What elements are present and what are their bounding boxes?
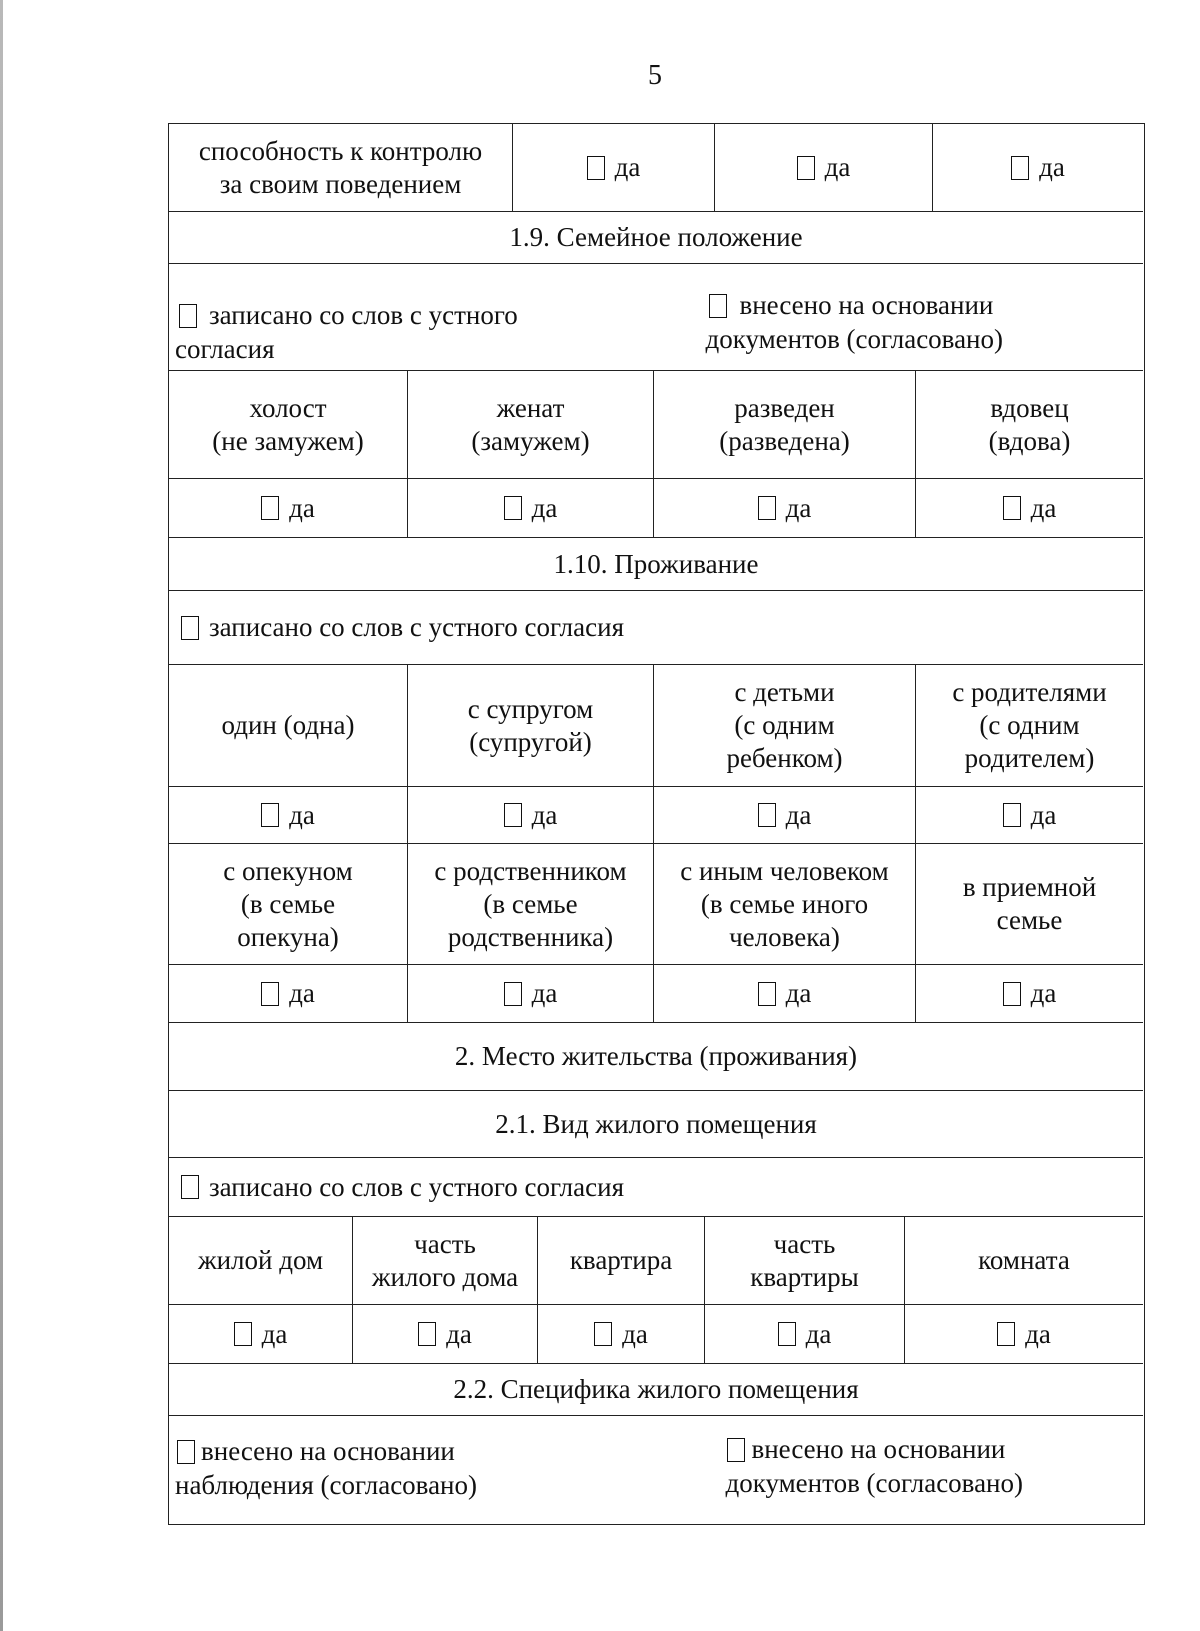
- dwelling-yes-row: [169, 1304, 1143, 1363]
- checkbox-icon[interactable]: [504, 496, 522, 520]
- marital-basis-row: [169, 263, 1143, 370]
- behavior-control-yes-2[interactable]: да: [714, 124, 932, 211]
- with-spouse-yes[interactable]: да: [407, 787, 653, 843]
- section-title-dwelling-specifics: 2.2. Специфика жилого помещения: [169, 1363, 1143, 1415]
- residence-basis-oral[interactable]: записано со слов с устного согласия: [169, 591, 1143, 664]
- behavior-control-label: способность к контролю за своим поведением: [198, 135, 483, 199]
- option-with-children: с детьми (с одним ребенком): [653, 665, 915, 786]
- option-house: жилой дом: [197, 1245, 324, 1275]
- basis-observation[interactable]: внесено на основании наблюдения (согласовано): [175, 1436, 477, 1500]
- checkbox-icon[interactable]: [1011, 156, 1029, 180]
- apartment-yes[interactable]: да: [537, 1305, 704, 1363]
- assessment-form-table: [168, 123, 1145, 1525]
- section-title-residence: 1.10. Проживание: [169, 537, 1143, 590]
- residence-basis-row: [169, 590, 1143, 664]
- marital-yes-row: [169, 478, 1143, 537]
- option-married: женат (замужем): [407, 371, 653, 478]
- option-apartment: квартира: [537, 1217, 704, 1304]
- basis-documents[interactable]: внесено на основании документов (согласовано): [705, 290, 1003, 354]
- checkbox-icon[interactable]: [1003, 803, 1021, 827]
- option-with-relative: с родственником (в семье родственника): [407, 844, 653, 964]
- checkbox-icon[interactable]: [261, 803, 279, 827]
- residence-yes-row-a: [169, 786, 1143, 843]
- checkbox-icon[interactable]: [997, 1322, 1015, 1346]
- residence-options-row-a: [169, 664, 1143, 786]
- option-with-guardian: с опекуном (в семье опекуна): [223, 855, 353, 952]
- with-other-person-yes[interactable]: да: [653, 965, 915, 1022]
- checkbox-icon[interactable]: [177, 1440, 195, 1464]
- with-relative-yes[interactable]: да: [407, 965, 653, 1022]
- checkbox-icon[interactable]: [797, 156, 815, 180]
- option-with-other-person: с иным человеком (в семье иного человека): [653, 844, 915, 964]
- part-of-apartment-yes[interactable]: да: [704, 1305, 904, 1363]
- checkbox-icon[interactable]: [261, 496, 279, 520]
- section-title-place-of-residence: 2. Место жительства (проживания): [169, 1022, 1143, 1090]
- behavior-control-yes-3[interactable]: да: [932, 124, 1143, 211]
- checkbox-icon[interactable]: [504, 803, 522, 827]
- option-single: холост (не замужем): [212, 392, 364, 456]
- room-yes[interactable]: да: [904, 1305, 1143, 1363]
- married-yes[interactable]: да: [407, 479, 653, 537]
- dwelling-specifics-basis-row: [169, 1415, 1143, 1524]
- divorced-yes[interactable]: да: [653, 479, 915, 537]
- widowed-yes[interactable]: да: [915, 479, 1143, 537]
- marital-options-row: [169, 370, 1143, 478]
- checkbox-icon[interactable]: [261, 982, 279, 1006]
- section-title-dwelling-type: 2.1. Вид жилого помещения: [169, 1090, 1143, 1157]
- option-room: комната: [904, 1217, 1143, 1304]
- section-title-marital-status: 1.9. Семейное положение: [169, 211, 1143, 263]
- option-foster-family: в приемной семье: [915, 844, 1143, 964]
- option-alone: один (одна): [221, 710, 355, 740]
- with-children-yes[interactable]: да: [653, 787, 915, 843]
- option-part-of-house: часть жилого дома: [352, 1217, 537, 1304]
- alone-yes[interactable]: да: [169, 787, 407, 843]
- option-divorced: разведен (разведена): [653, 371, 915, 478]
- checkbox-icon[interactable]: [504, 982, 522, 1006]
- dwelling-options-row: [169, 1216, 1143, 1304]
- option-part-of-apartment: часть квартиры: [704, 1217, 904, 1304]
- checkbox-icon[interactable]: [1003, 496, 1021, 520]
- foster-family-yes[interactable]: да: [915, 965, 1143, 1022]
- checkbox-icon[interactable]: [709, 294, 727, 318]
- option-with-parents: с родителями (с одним родителем): [915, 665, 1143, 786]
- dwelling-basis-row: [169, 1157, 1143, 1216]
- single-yes[interactable]: да: [169, 479, 407, 537]
- behavior-control-yes-1[interactable]: да: [512, 124, 714, 211]
- option-with-spouse: с супругом (супругой): [407, 665, 653, 786]
- checkbox-icon[interactable]: [179, 304, 197, 328]
- checkbox-icon[interactable]: [778, 1322, 796, 1346]
- checkbox-icon[interactable]: [181, 1175, 199, 1199]
- page-number: 5: [648, 60, 662, 91]
- residence-options-row-b: [169, 843, 1143, 964]
- checkbox-icon[interactable]: [727, 1438, 745, 1462]
- basis-documents-specifics[interactable]: внесено на основании документов (согласовано): [725, 1434, 1023, 1498]
- checkbox-icon[interactable]: [758, 803, 776, 827]
- checkbox-icon[interactable]: [758, 496, 776, 520]
- residence-yes-row-b: [169, 964, 1143, 1022]
- checkbox-icon[interactable]: [1003, 982, 1021, 1006]
- checkbox-icon[interactable]: [758, 982, 776, 1006]
- part-of-house-yes[interactable]: да: [352, 1305, 537, 1363]
- with-parents-yes[interactable]: да: [915, 787, 1143, 843]
- checkbox-icon[interactable]: [594, 1322, 612, 1346]
- dwelling-basis-oral[interactable]: записано со слов с устного согласия: [169, 1158, 1143, 1216]
- checkbox-icon[interactable]: [587, 156, 605, 180]
- house-yes[interactable]: да: [169, 1305, 352, 1363]
- scan-left-edge: [0, 0, 3, 1631]
- option-widowed: вдовец (вдова): [915, 371, 1143, 478]
- row-behavior-control: [169, 124, 1143, 211]
- basis-oral-consent[interactable]: записано со слов с устного согласия: [175, 300, 518, 364]
- with-guardian-yes[interactable]: да: [169, 965, 407, 1022]
- checkbox-icon[interactable]: [234, 1322, 252, 1346]
- checkbox-icon[interactable]: [418, 1322, 436, 1346]
- checkbox-icon[interactable]: [181, 616, 199, 640]
